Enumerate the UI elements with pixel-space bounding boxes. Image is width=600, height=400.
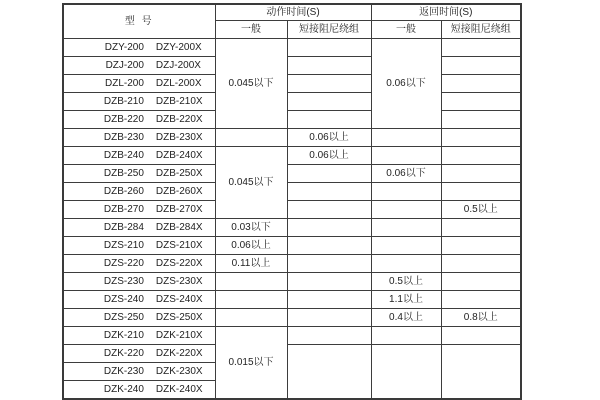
table-row [63,147,521,165]
empty-cell [441,183,521,201]
empty-cell [371,345,441,400]
empty-cell [371,255,441,273]
empty-cell [441,237,521,255]
table-row [63,57,521,75]
model-name: DZB-270 [103,203,144,215]
table-row [63,165,521,183]
model-cell [63,345,215,363]
action-general-value: 0.03以下 [215,219,287,237]
empty-cell [287,165,371,183]
empty-cell [287,39,371,57]
model-name: DZB-210 [103,95,144,107]
empty-cell [287,183,371,201]
model-cell [63,57,215,75]
empty-cell [287,201,371,219]
table-row [63,201,521,219]
model-name: DZS-220 [103,257,144,269]
return-damping-value: 0.8以上 [441,309,521,327]
model-cell [63,273,215,291]
action-general-header: 一般 [215,21,287,39]
header-row-1 [63,4,521,21]
model-name-x: DZK-210X [155,329,203,341]
empty-cell [287,273,371,291]
model-column-header: 型 号 [63,4,215,39]
action-damping-value: 0.06以上 [287,147,371,165]
return-general-value: 0.5以上 [371,273,441,291]
model-name-x: DZK-240X [155,383,203,395]
empty-cell [441,219,521,237]
empty-cell [371,237,441,255]
empty-cell [441,93,521,111]
model-name-x: DZS-220X [155,257,203,269]
empty-cell [441,345,521,400]
relay-timing-table [62,3,522,400]
model-name: DZK-210 [103,329,144,341]
empty-cell [371,147,441,165]
empty-cell [287,327,371,345]
model-name-x: DZB-260X [155,185,203,197]
model-name-x: DZS-240X [155,293,203,305]
empty-cell [215,291,287,309]
model-name: DZB-230 [103,131,144,143]
model-name: DZK-220 [103,347,144,359]
table-row [63,75,521,93]
action-time-header: 动作时间(S) [215,4,371,21]
model-cell [63,327,215,345]
model-cell [63,219,215,237]
return-general-value: 0.06以下 [371,165,441,183]
model-cell [63,309,215,327]
return-general-value: 0.4以上 [371,309,441,327]
table-row [63,237,521,255]
empty-cell [287,291,371,309]
model-name-x: DZB-210X [155,95,203,107]
action-general-value: 0.015以下 [215,327,287,400]
empty-cell [441,165,521,183]
empty-cell [287,57,371,75]
model-cell [63,39,215,57]
model-name: DZB-284 [103,221,144,233]
table-row [63,327,521,345]
empty-cell [441,57,521,75]
model-name-x: DZL-200X [155,77,202,89]
empty-cell [441,75,521,93]
model-cell [63,75,215,93]
model-name-x: DZS-210X [155,239,203,251]
model-name-x: DZB-284X [155,221,203,233]
model-name-x: DZS-250X [155,311,203,323]
model-cell [63,255,215,273]
model-name: DZS-250 [103,311,144,323]
empty-cell [371,327,441,345]
table-row [63,273,521,291]
table-row [63,255,521,273]
empty-cell [287,255,371,273]
model-cell [63,165,215,183]
model-name-x: DZB-240X [155,149,203,161]
model-name-x: DZY-200X [155,41,202,53]
empty-cell [441,129,521,147]
empty-cell [441,147,521,165]
model-cell [63,147,215,165]
action-damping-header: 短接阻尼绕组 [287,21,371,39]
model-cell [63,237,215,255]
action-general-value: 0.06以上 [215,237,287,255]
action-general-value: 0.11以上 [215,255,287,273]
table-row [63,345,521,363]
model-cell [63,93,215,111]
model-name-x: DZJ-200X [155,59,201,71]
model-cell [63,201,215,219]
table-row [63,129,521,147]
empty-cell [287,309,371,327]
model-name-x: DZB-220X [155,113,203,125]
model-name-x: DZB-230X [155,131,203,143]
empty-cell [371,201,441,219]
model-cell [63,381,215,400]
return-damping-value: 0.5以上 [441,201,521,219]
empty-cell [441,111,521,129]
model-name-x: DZB-270X [155,203,203,215]
return-time-header: 返回时间(S) [371,4,521,21]
empty-cell [287,237,371,255]
empty-cell [441,273,521,291]
action-general-value: 0.045以下 [215,147,287,219]
empty-cell [441,255,521,273]
action-damping-value: 0.06以上 [287,129,371,147]
table-row [63,39,521,57]
model-cell [63,291,215,309]
return-damping-header: 短接阻尼绕组 [441,21,521,39]
model-cell [63,183,215,201]
model-name: DZB-240 [103,149,144,161]
empty-cell [215,129,287,147]
empty-cell [215,273,287,291]
model-name: DZY-200 [104,41,144,53]
table-row [63,309,521,327]
model-name: DZB-220 [103,113,144,125]
empty-cell [287,111,371,129]
table-row [63,111,521,129]
table-row [63,219,521,237]
empty-cell [441,291,521,309]
empty-cell [287,345,371,400]
table-row [63,183,521,201]
empty-cell [287,219,371,237]
empty-cell [371,183,441,201]
model-name-x: DZB-250X [155,167,203,179]
empty-cell [441,39,521,57]
empty-cell [287,93,371,111]
model-name-x: DZK-230X [155,365,203,377]
model-name: DZJ-200 [105,59,144,71]
model-name: DZB-250 [103,167,144,179]
model-name-x: DZK-220X [155,347,203,359]
empty-cell [287,75,371,93]
empty-cell [371,129,441,147]
empty-cell [215,309,287,327]
model-name: DZB-260 [103,185,144,197]
model-name: DZK-230 [103,365,144,377]
model-name: DZL-200 [105,77,144,89]
return-general-header: 一般 [371,21,441,39]
model-cell [63,363,215,381]
empty-cell [371,219,441,237]
model-name: DZK-240 [103,383,144,395]
model-cell [63,129,215,147]
empty-cell [441,327,521,345]
return-general-value: 0.06以下 [371,39,441,129]
model-name: DZS-240 [103,293,144,305]
return-general-value: 1.1以上 [371,291,441,309]
model-name: DZS-210 [103,239,144,251]
model-cell [63,111,215,129]
model-name: DZS-230 [103,275,144,287]
model-name-x: DZS-230X [155,275,203,287]
action-general-value: 0.045以下 [215,39,287,129]
table-row [63,291,521,309]
table-row [63,93,521,111]
